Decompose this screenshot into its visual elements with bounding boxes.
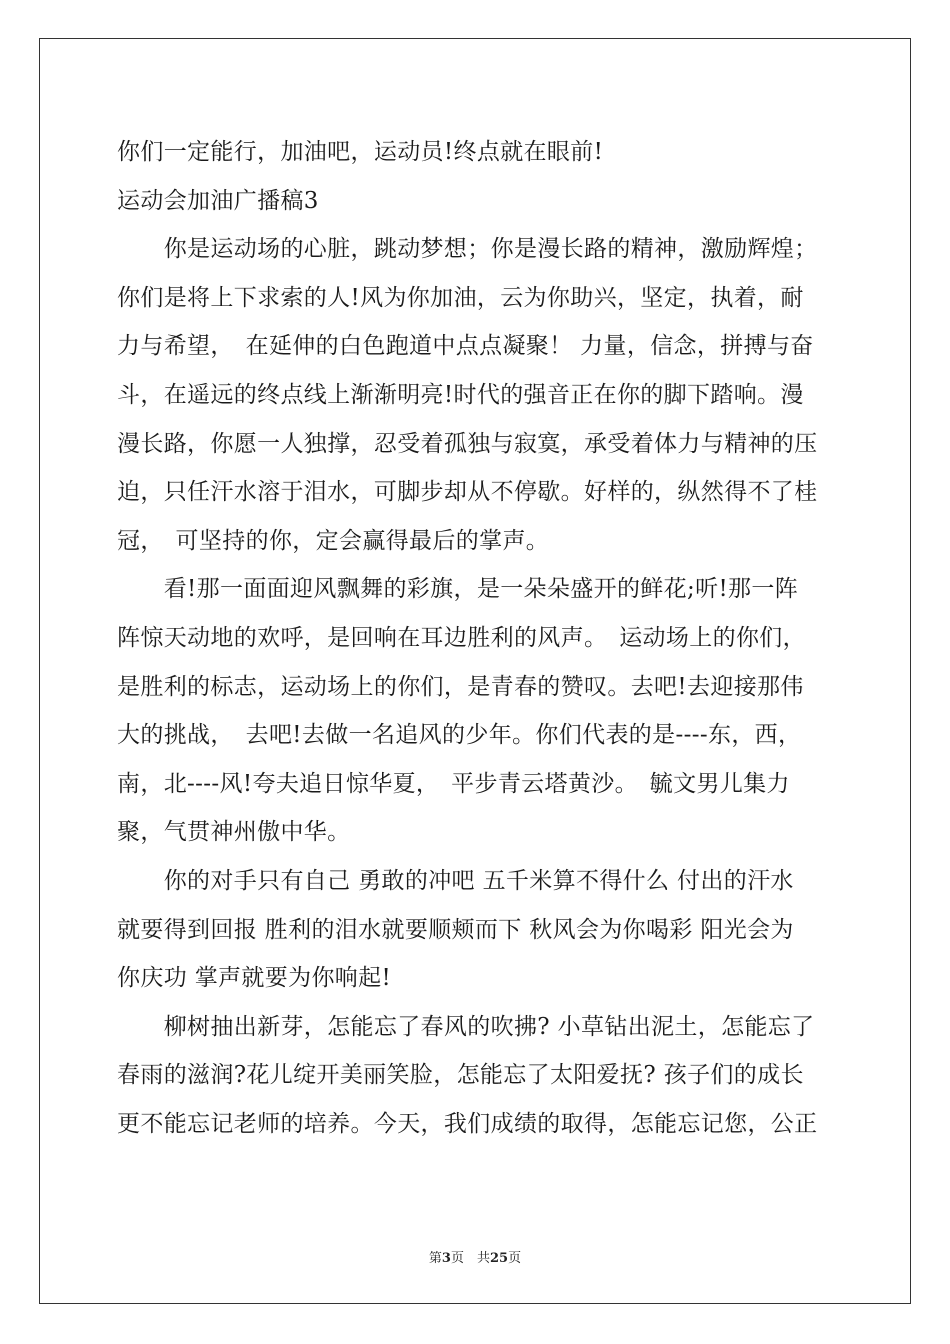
page-footer [0, 1247, 950, 1266]
text-line: 大的挑战， 去吧!去做一名追风的少年。你们代表的是----东，西， [117, 722, 802, 749]
text-line: 你们一定能行，加油吧，运动员!终点就在眼前! [117, 139, 604, 165]
footer-prefix: 第 [428, 1251, 442, 1266]
text-line: 春雨的滋润?花儿绽开美丽笑脸，怎能忘了太阳爱抚? 孩子们的成长 [117, 1062, 804, 1089]
text-line: 迫，只任汗水溶于泪水，可脚步却从不停歇。好样的，纵然得不了桂 [117, 479, 818, 506]
text-line: 柳树抽出新芽，怎能忘了春风的吹拂? 小草钻出泥土，怎能忘了 [117, 1013, 815, 1040]
text-line: 漫长路，你愿一人独撑，忍受着孤独与寂寞，承受着体力与精神的压 [117, 430, 818, 457]
total-page-count: 25 [489, 1251, 509, 1266]
footer-suffix: 页 [508, 1251, 522, 1266]
document-body [117, 128, 837, 1148]
current-page-number: 3 [441, 1251, 451, 1266]
footer-middle: 页 共 [450, 1251, 490, 1266]
text-line: 更不能忘记老师的培养。今天，我们成绩的取得，怎能忘记您，公正 [117, 1110, 818, 1137]
text-line: 南，北----风!夸夫追日惊华夏， 平步青云塔黄沙。 毓文男儿集力 [117, 770, 790, 797]
text-line: 聚，气贯神州傲中华。 [117, 819, 351, 846]
text-line: 是胜利的标志，运动场上的你们，是青春的赞叹。去吧!去迎接那伟 [117, 673, 804, 700]
text-line: 你们是将上下求索的人!风为你加油，云为你助兴，坚定，执着，耐 [117, 284, 804, 311]
text-line: 看!那一面面迎风飘舞的彩旗，是一朵朵盛开的鲜花;听!那一阵 [117, 576, 799, 603]
text-line: 你是运动场的心脏，跳动梦想；你是漫长路的精神，激励辉煌； [117, 236, 818, 263]
text-line: 冠， 可坚持的你，定会赢得最后的掌声。 [117, 527, 550, 554]
section-heading: 运动会加油广播稿3 [117, 187, 319, 214]
text-line: 阵惊天动地的欢呼，是回响在耳边胜利的风声。 运动场上的你们， [117, 624, 806, 651]
text-line: 力与希望， 在延伸的白色跑道中点点凝聚！ 力量，信念，拼搏与奋 [117, 333, 814, 360]
text-line: 就要得到回报 胜利的泪水就要顺颊而下 秋风会为你喝彩 阳光会为 [117, 916, 794, 943]
text-line: 你的对手只有自己 勇敢的冲吧 五千米算不得什么 付出的汗水 [117, 867, 794, 894]
text-line: 斗，在遥远的终点线上渐渐明亮!时代的强音正在你的脚下踏响。漫 [117, 381, 804, 408]
text-line: 你庆功 掌声就要为你响起! [117, 965, 392, 992]
